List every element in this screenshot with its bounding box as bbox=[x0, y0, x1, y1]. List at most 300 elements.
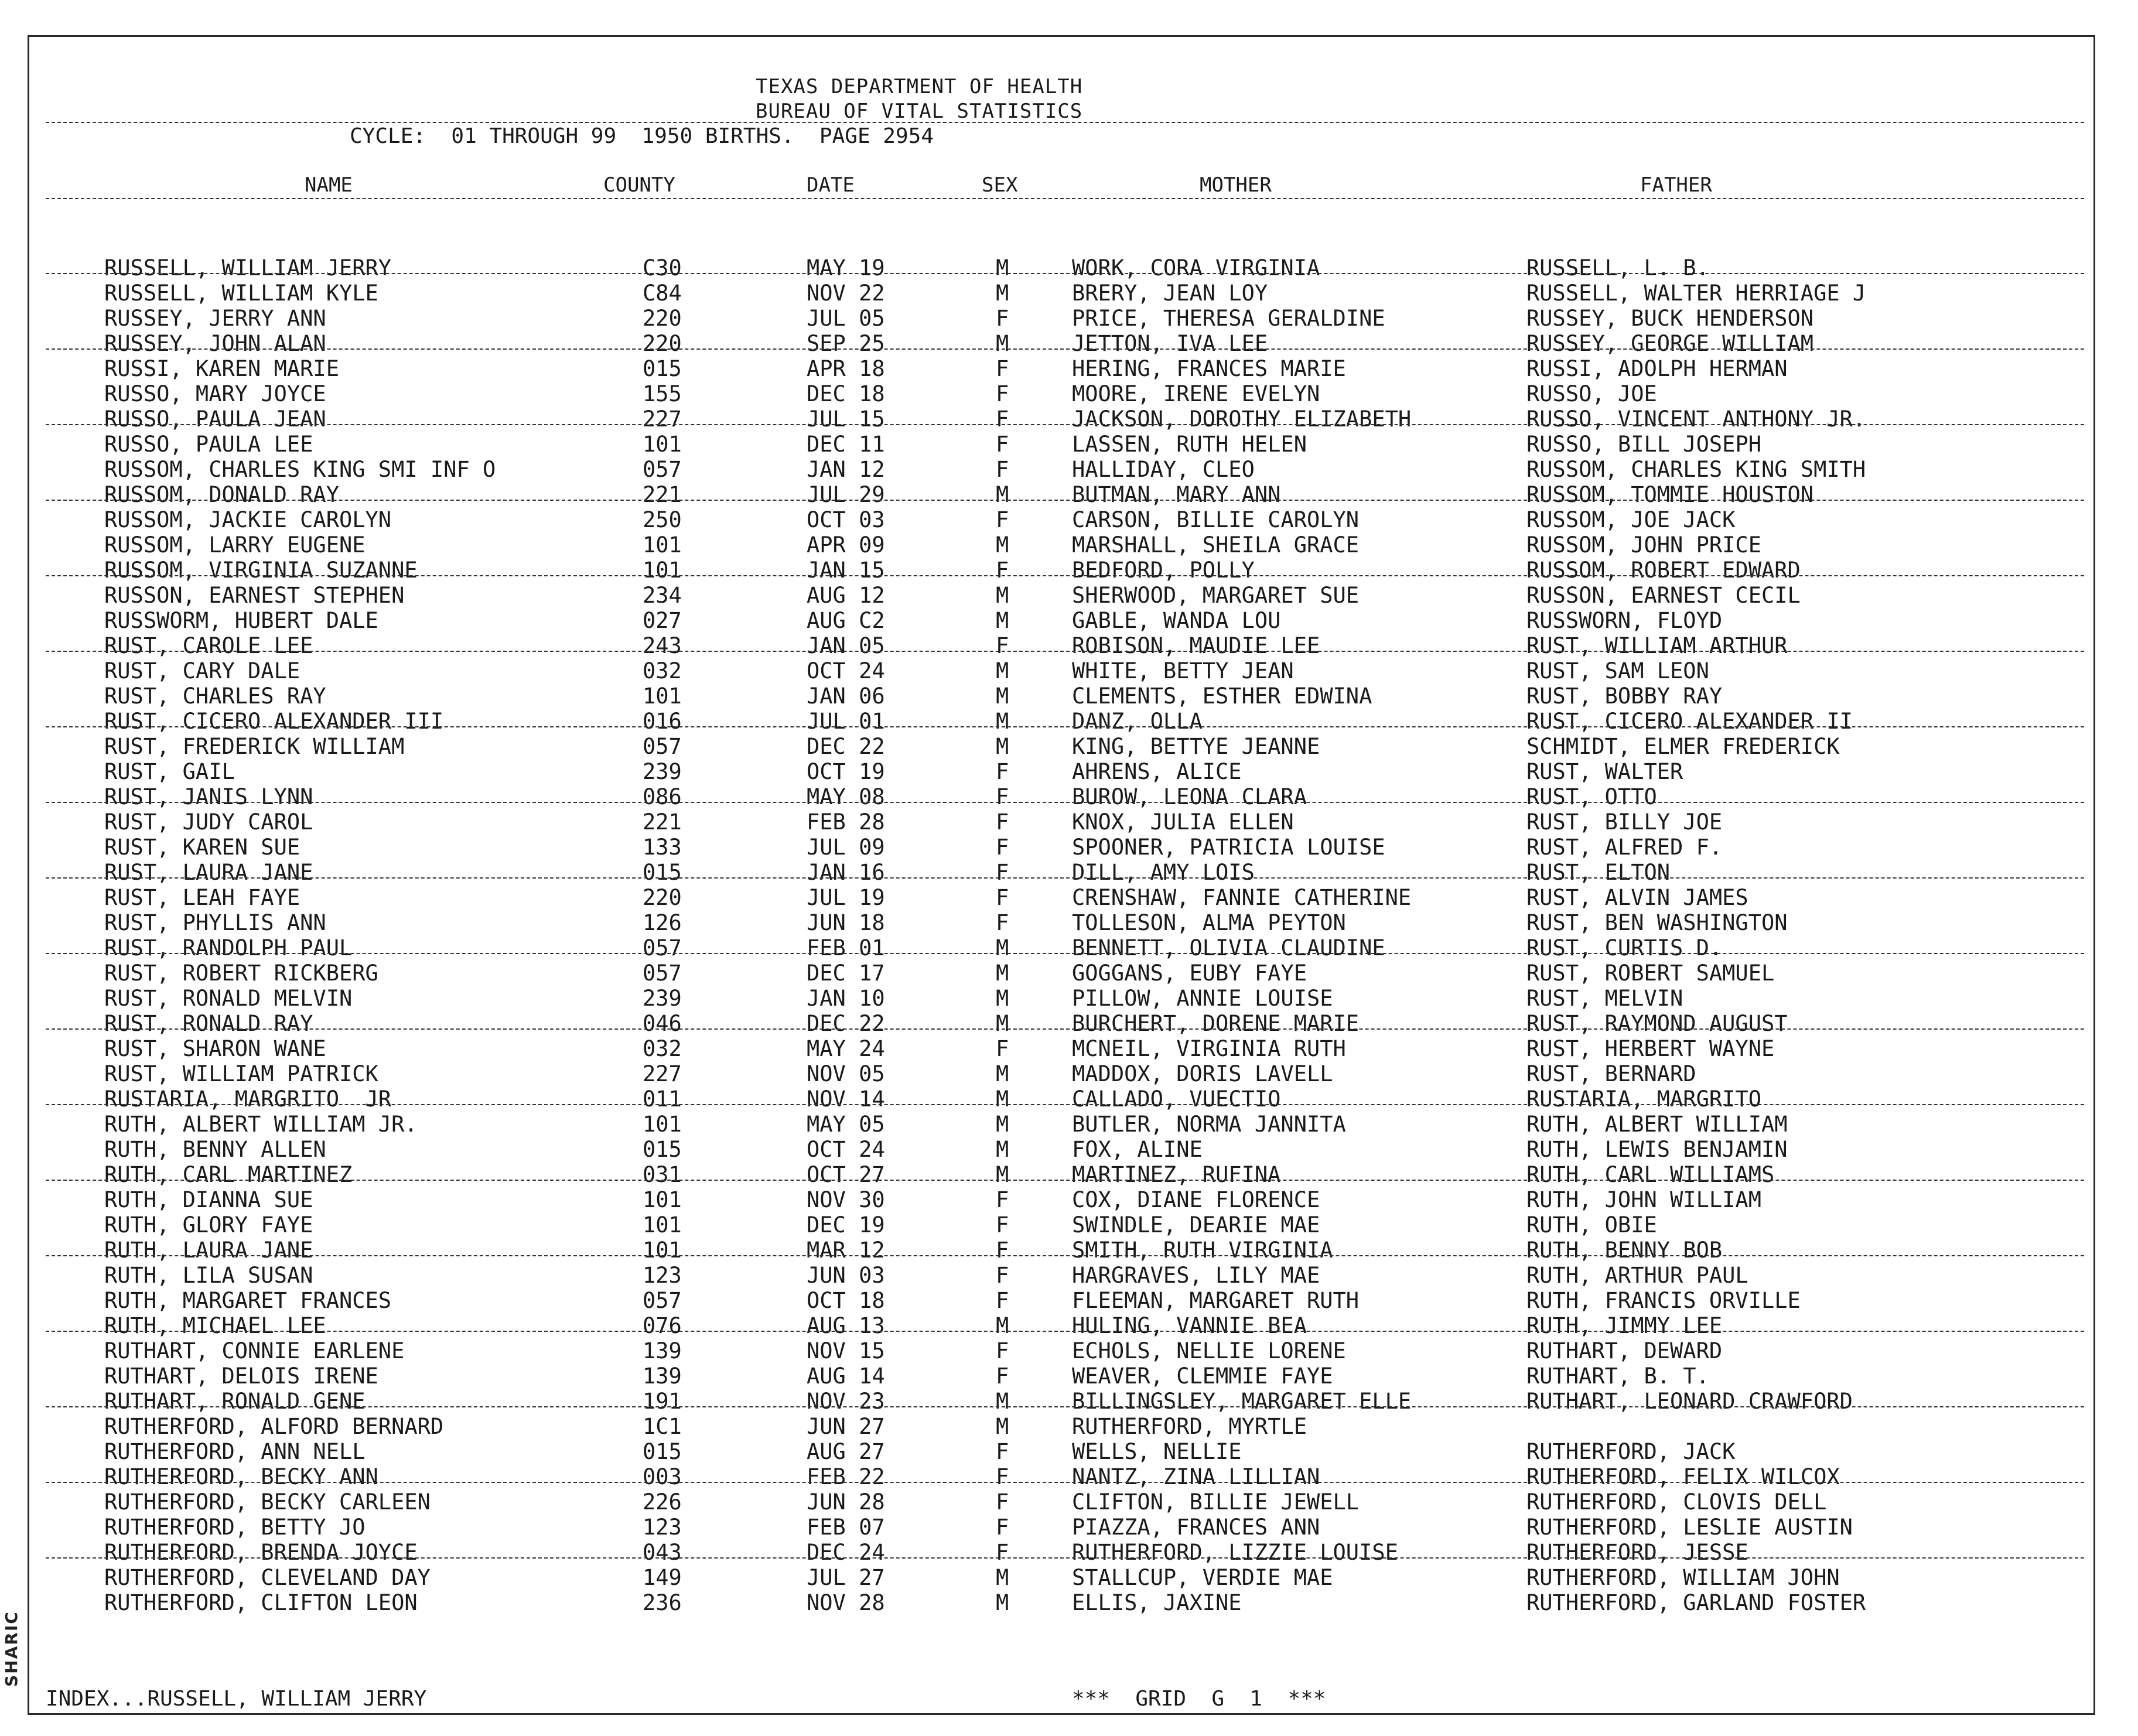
col-header-name: NAME bbox=[305, 173, 353, 197]
cell-father: RUSSO, VINCENT ANTHONY JR. bbox=[1526, 406, 1866, 432]
cell-father: RUTH, LEWIS BENJAMIN bbox=[1526, 1137, 1788, 1162]
cell-sex: F bbox=[996, 507, 1009, 532]
table-row bbox=[0, 835, 2138, 860]
cell-sex: F bbox=[996, 1489, 1009, 1515]
cell-sex: M bbox=[996, 658, 1009, 684]
cell-name: RUST, RONALD RAY bbox=[104, 1011, 313, 1036]
cell-county: 046 bbox=[643, 1011, 682, 1036]
table-row bbox=[0, 734, 2138, 759]
cell-father: RUSSO, JOE bbox=[1526, 381, 1657, 406]
table-row bbox=[0, 910, 2138, 935]
cell-sex: M bbox=[996, 1061, 1009, 1086]
cell-date: NOV 23 bbox=[807, 1389, 885, 1414]
cell-mother: BEDFORD, POLLY bbox=[1072, 558, 1255, 583]
cell-sex: F bbox=[996, 784, 1009, 809]
table-row bbox=[0, 1212, 2138, 1238]
cell-father: RUSSOM, ROBERT EDWARD bbox=[1526, 558, 1801, 583]
cell-mother: KING, BETTYE JEANNE bbox=[1072, 734, 1320, 759]
cell-father: RUTHART, B. T. bbox=[1526, 1363, 1709, 1389]
cell-county: 101 bbox=[643, 1187, 682, 1212]
cell-county: 101 bbox=[643, 532, 682, 558]
cell-name: RUTH, GLORY FAYE bbox=[104, 1212, 313, 1238]
table-row bbox=[0, 1489, 2138, 1515]
cell-father: RUTH, ALBERT WILLIAM bbox=[1526, 1112, 1788, 1137]
cell-mother: COX, DIANE FLORENCE bbox=[1072, 1187, 1320, 1212]
cell-mother: ECHOLS, NELLIE LORENE bbox=[1072, 1338, 1346, 1363]
cell-date: DEC 24 bbox=[807, 1540, 885, 1565]
cell-mother: NANTZ, ZINA LILLIAN bbox=[1072, 1464, 1320, 1489]
cell-county: 057 bbox=[643, 935, 682, 961]
cell-name: RUTH, LILA SUSAN bbox=[104, 1263, 313, 1288]
cell-father: RUST, CURTIS D. bbox=[1526, 935, 1723, 961]
cell-father: RUTH, FRANCIS ORVILLE bbox=[1526, 1288, 1801, 1313]
cell-father: RUST, BERNARD bbox=[1526, 1061, 1696, 1086]
cell-name: RUSSO, MARY JOYCE bbox=[104, 381, 326, 406]
cell-mother: MOORE, IRENE EVELYN bbox=[1072, 381, 1320, 406]
cell-county: 191 bbox=[643, 1389, 682, 1414]
cell-date: JAN 16 bbox=[807, 860, 885, 885]
cell-name: RUSSO, PAULA JEAN bbox=[104, 406, 326, 432]
cell-date: OCT 27 bbox=[807, 1162, 885, 1187]
cell-name: RUTH, LAURA JANE bbox=[104, 1238, 313, 1263]
cell-father: RUST, BEN WASHINGTON bbox=[1526, 910, 1788, 935]
cell-mother: DANZ, OLLA bbox=[1072, 709, 1203, 734]
cell-father: RUST, ALVIN JAMES bbox=[1526, 885, 1748, 910]
cell-date: DEC 19 bbox=[807, 1212, 885, 1238]
cell-name: RUST, LEAH FAYE bbox=[104, 885, 300, 910]
cell-date: FEB 01 bbox=[807, 935, 885, 961]
cell-date: JUN 18 bbox=[807, 910, 885, 935]
cell-sex: F bbox=[996, 633, 1009, 658]
cell-mother: LASSEN, RUTH HELEN bbox=[1072, 432, 1307, 457]
cell-sex: M bbox=[996, 255, 1009, 281]
cell-sex: F bbox=[996, 910, 1009, 935]
cell-sex: F bbox=[996, 356, 1009, 381]
table-row bbox=[0, 1389, 2138, 1414]
cell-county: 139 bbox=[643, 1363, 682, 1389]
cell-name: RUST, JANIS LYNN bbox=[104, 784, 313, 809]
cell-date: DEC 22 bbox=[807, 734, 885, 759]
cell-county: 015 bbox=[643, 356, 682, 381]
table-row bbox=[0, 1363, 2138, 1389]
cell-sex: F bbox=[996, 1288, 1009, 1313]
cell-father: RUTHERFORD, JESSE bbox=[1526, 1540, 1748, 1565]
table-row bbox=[0, 558, 2138, 583]
table-row bbox=[0, 1011, 2138, 1036]
table-row bbox=[0, 532, 2138, 558]
cell-county: 015 bbox=[643, 860, 682, 885]
cell-name: RUST, LAURA JANE bbox=[104, 860, 313, 885]
cell-mother: SWINDLE, DEARIE MAE bbox=[1072, 1212, 1320, 1238]
table-row bbox=[0, 381, 2138, 406]
cell-mother: WELLS, NELLIE bbox=[1072, 1439, 1242, 1464]
cell-mother: BUTLER, NORMA JANNITA bbox=[1072, 1112, 1346, 1137]
table-row bbox=[0, 1540, 2138, 1565]
col-header-date: DATE bbox=[807, 173, 855, 197]
cell-name: RUTHERFORD, BRENDA JOYCE bbox=[104, 1540, 418, 1565]
cell-father: RUTHART, DEWARD bbox=[1526, 1338, 1723, 1363]
cell-mother: SMITH, RUTH VIRGINIA bbox=[1072, 1238, 1333, 1263]
cell-sex: M bbox=[996, 331, 1009, 356]
cell-name: RUSSOM, DONALD RAY bbox=[104, 482, 339, 507]
cell-father: RUSSELL, L. B. bbox=[1526, 255, 1709, 281]
cell-sex: F bbox=[996, 1338, 1009, 1363]
cell-name: RUST, RONALD MELVIN bbox=[104, 986, 353, 1011]
cell-sex: M bbox=[996, 1313, 1009, 1338]
cell-father: SCHMIDT, ELMER FREDERICK bbox=[1526, 734, 1840, 759]
cell-name: RUST, PHYLLIS ANN bbox=[104, 910, 326, 935]
table-row bbox=[0, 457, 2138, 482]
cell-name: RUST, SHARON WANE bbox=[104, 1036, 326, 1061]
cell-sex: F bbox=[996, 1263, 1009, 1288]
cell-father: RUTHART, LEONARD CRAWFORD bbox=[1526, 1389, 1853, 1414]
table-row bbox=[0, 1036, 2138, 1061]
cell-mother: CLEMENTS, ESTHER EDWINA bbox=[1072, 684, 1372, 709]
cell-mother: RUTHERFORD, LIZZIE LOUISE bbox=[1072, 1540, 1398, 1565]
cell-father: RUST, MELVIN bbox=[1526, 986, 1683, 1011]
cell-name: RUTHERFORD, BETTY JO bbox=[104, 1515, 366, 1540]
cell-sex: M bbox=[996, 1112, 1009, 1137]
cell-name: RUSSOM, LARRY EUGENE bbox=[104, 532, 366, 558]
cell-father: RUTH, BENNY BOB bbox=[1526, 1238, 1723, 1263]
cell-county: 032 bbox=[643, 658, 682, 684]
cell-date: MAR 12 bbox=[807, 1238, 885, 1263]
cell-name: RUSSOM, JACKIE CAROLYN bbox=[104, 507, 392, 532]
cell-sex: M bbox=[996, 734, 1009, 759]
cell-name: RUTH, BENNY ALLEN bbox=[104, 1137, 326, 1162]
cell-sex: F bbox=[996, 1212, 1009, 1238]
table-row bbox=[0, 1263, 2138, 1288]
index-footer: INDEX...RUSSELL, WILLIAM JERRY bbox=[46, 1687, 427, 1711]
cell-date: NOV 15 bbox=[807, 1338, 885, 1363]
table-row bbox=[0, 482, 2138, 507]
cell-mother: CRENSHAW, FANNIE CATHERINE bbox=[1072, 885, 1412, 910]
cell-sex: F bbox=[996, 1363, 1009, 1389]
cell-mother: PRICE, THERESA GERALDINE bbox=[1072, 306, 1385, 331]
cell-father: RUSSO, BILL JOSEPH bbox=[1526, 432, 1761, 457]
cell-date: JUL 29 bbox=[807, 482, 885, 507]
cell-sex: M bbox=[996, 1137, 1009, 1162]
table-row bbox=[0, 608, 2138, 633]
cell-date: JUL 15 bbox=[807, 406, 885, 432]
cell-sex: F bbox=[996, 1464, 1009, 1489]
cell-father: RUST, CICERO ALEXANDER II bbox=[1526, 709, 1853, 734]
cell-name: RUST, GAIL bbox=[104, 759, 235, 784]
cell-county: 239 bbox=[643, 759, 682, 784]
cell-date: JAN 15 bbox=[807, 558, 885, 583]
cell-county: 057 bbox=[643, 457, 682, 482]
cell-father: RUTHERFORD, WILLIAM JOHN bbox=[1526, 1565, 1840, 1590]
table-row bbox=[0, 507, 2138, 532]
table-row bbox=[0, 281, 2138, 306]
cell-father: RUSTARIA, MARGRITO bbox=[1526, 1086, 1761, 1112]
cell-father: RUSSWORN, FLOYD bbox=[1526, 608, 1723, 633]
cell-date: OCT 19 bbox=[807, 759, 885, 784]
cell-county: 227 bbox=[643, 406, 682, 432]
records-list bbox=[0, 255, 2138, 1615]
table-row bbox=[0, 709, 2138, 734]
cell-mother: CLIFTON, BILLIE JEWELL bbox=[1072, 1489, 1360, 1515]
cell-date: JAN 10 bbox=[807, 986, 885, 1011]
table-row bbox=[0, 432, 2138, 457]
cell-father: RUST, WALTER bbox=[1526, 759, 1683, 784]
cell-sex: F bbox=[996, 1036, 1009, 1061]
cell-county: 220 bbox=[643, 885, 682, 910]
cell-county: 101 bbox=[643, 1112, 682, 1137]
cell-name: RUTHERFORD, CLEVELAND DAY bbox=[104, 1565, 431, 1590]
cell-county: C30 bbox=[643, 255, 682, 281]
cell-date: JUN 28 bbox=[807, 1489, 885, 1515]
table-row bbox=[0, 809, 2138, 835]
cell-county: 015 bbox=[643, 1137, 682, 1162]
cell-date: FEB 28 bbox=[807, 809, 885, 835]
cell-mother: STALLCUP, VERDIE MAE bbox=[1072, 1565, 1333, 1590]
table-row bbox=[0, 1238, 2138, 1263]
cell-name: RUSSO, PAULA LEE bbox=[104, 432, 313, 457]
cell-father: RUST, RAYMOND AUGUST bbox=[1526, 1011, 1788, 1036]
cell-county: 101 bbox=[643, 432, 682, 457]
col-header-father: FATHER bbox=[1640, 173, 1712, 197]
table-row bbox=[0, 860, 2138, 885]
cell-sex: M bbox=[996, 1162, 1009, 1187]
cell-father: RUSSEY, GEORGE WILLIAM bbox=[1526, 331, 1814, 356]
cell-father: RUST, ALFRED F. bbox=[1526, 835, 1723, 860]
cell-name: RUST, JUDY CAROL bbox=[104, 809, 313, 835]
cell-sex: M bbox=[996, 935, 1009, 961]
table-row bbox=[0, 1414, 2138, 1439]
cell-county: 221 bbox=[643, 809, 682, 835]
cell-date: DEC 18 bbox=[807, 381, 885, 406]
table-row bbox=[0, 1590, 2138, 1615]
cell-mother: MARTINEZ, RUFINA bbox=[1072, 1162, 1281, 1187]
cell-mother: AHRENS, ALICE bbox=[1072, 759, 1242, 784]
cell-sex: M bbox=[996, 1414, 1009, 1439]
cell-county: 015 bbox=[643, 1439, 682, 1464]
cell-county: 220 bbox=[643, 306, 682, 331]
cell-county: 101 bbox=[643, 1212, 682, 1238]
cell-name: RUTHART, DELOIS IRENE bbox=[104, 1363, 378, 1389]
cell-father: RUSSEY, BUCK HENDERSON bbox=[1526, 306, 1814, 331]
cell-county: 101 bbox=[643, 1238, 682, 1263]
cell-name: RUTH, CARL MARTINEZ bbox=[104, 1162, 353, 1187]
cell-date: AUG C2 bbox=[807, 608, 885, 633]
cell-father: RUTHERFORD, LESLIE AUSTIN bbox=[1526, 1515, 1853, 1540]
cell-mother: MADDOX, DORIS LAVELL bbox=[1072, 1061, 1333, 1086]
table-row bbox=[0, 1162, 2138, 1187]
cell-name: RUSTARIA, MARGRITO JR bbox=[104, 1086, 392, 1112]
cell-date: OCT 03 bbox=[807, 507, 885, 532]
cell-name: RUST, RANDOLPH PAUL bbox=[104, 935, 353, 961]
table-row bbox=[0, 1338, 2138, 1363]
cell-sex: M bbox=[996, 1086, 1009, 1112]
cell-name: RUTHERFORD, ANN NELL bbox=[104, 1439, 366, 1464]
cell-sex: F bbox=[996, 432, 1009, 457]
cell-date: JUL 05 bbox=[807, 306, 885, 331]
cell-sex: M bbox=[996, 1011, 1009, 1036]
cell-father: RUTHERFORD, CLOVIS DELL bbox=[1526, 1489, 1827, 1515]
cell-sex: F bbox=[996, 406, 1009, 432]
cell-sex: M bbox=[996, 986, 1009, 1011]
cell-date: SEP 25 bbox=[807, 331, 885, 356]
cell-sex: F bbox=[996, 1238, 1009, 1263]
cell-date: NOV 14 bbox=[807, 1086, 885, 1112]
cell-county: 126 bbox=[643, 910, 682, 935]
cell-county: 226 bbox=[643, 1489, 682, 1515]
cell-father: RUTH, JOHN WILLIAM bbox=[1526, 1187, 1761, 1212]
table-row bbox=[0, 935, 2138, 961]
cell-date: APR 18 bbox=[807, 356, 885, 381]
cell-mother: FOX, ALINE bbox=[1072, 1137, 1203, 1162]
table-row bbox=[0, 1565, 2138, 1590]
cell-date: MAY 08 bbox=[807, 784, 885, 809]
cell-father: RUST, WILLIAM ARTHUR bbox=[1526, 633, 1788, 658]
table-row bbox=[0, 784, 2138, 809]
cell-sex: M bbox=[996, 281, 1009, 306]
cell-date: JAN 05 bbox=[807, 633, 885, 658]
cell-name: RUTHERFORD, ALFORD BERNARD bbox=[104, 1414, 444, 1439]
cell-date: JUN 03 bbox=[807, 1263, 885, 1288]
table-row bbox=[0, 1464, 2138, 1489]
cell-mother: ELLIS, JAXINE bbox=[1072, 1590, 1242, 1615]
table-row bbox=[0, 356, 2138, 381]
cell-county: 032 bbox=[643, 1036, 682, 1061]
cell-date: JAN 12 bbox=[807, 457, 885, 482]
cell-date: AUG 27 bbox=[807, 1439, 885, 1464]
cell-date: NOV 05 bbox=[807, 1061, 885, 1086]
cell-county: 003 bbox=[643, 1464, 682, 1489]
cell-county: 076 bbox=[643, 1313, 682, 1338]
table-row bbox=[0, 759, 2138, 784]
cell-father: RUSSI, ADOLPH HERMAN bbox=[1526, 356, 1788, 381]
cell-mother: ROBISON, MAUDIE LEE bbox=[1072, 633, 1320, 658]
cell-father: RUSSOM, CHARLES KING SMITH bbox=[1526, 457, 1866, 482]
cell-name: RUST, CICERO ALEXANDER III bbox=[104, 709, 444, 734]
cell-mother: HALLIDAY, CLEO bbox=[1072, 457, 1255, 482]
cell-date: APR 09 bbox=[807, 532, 885, 558]
cell-name: RUSSON, EARNEST STEPHEN bbox=[104, 583, 405, 608]
cell-county: 227 bbox=[643, 1061, 682, 1086]
cell-county: 057 bbox=[643, 734, 682, 759]
cell-mother: TOLLESON, ALMA PEYTON bbox=[1072, 910, 1346, 935]
cell-date: JUN 27 bbox=[807, 1414, 885, 1439]
cell-county: 155 bbox=[643, 381, 682, 406]
cell-sex: M bbox=[996, 482, 1009, 507]
cell-sex: F bbox=[996, 457, 1009, 482]
cell-county: 011 bbox=[643, 1086, 682, 1112]
table-row bbox=[0, 583, 2138, 608]
col-header-mother: MOTHER bbox=[1200, 173, 1272, 197]
cell-mother: BRERY, JEAN LOY bbox=[1072, 281, 1268, 306]
cell-county: 016 bbox=[643, 709, 682, 734]
cell-name: RUSSELL, WILLIAM JERRY bbox=[104, 255, 392, 281]
cell-mother: RUTHERFORD, MYRTLE bbox=[1072, 1414, 1307, 1439]
cell-sex: F bbox=[996, 835, 1009, 860]
cell-county: C84 bbox=[643, 281, 682, 306]
cell-date: NOV 30 bbox=[807, 1187, 885, 1212]
cell-father: RUTHERFORD, GARLAND FOSTER bbox=[1526, 1590, 1866, 1615]
cell-father: RUTH, ARTHUR PAUL bbox=[1526, 1263, 1748, 1288]
cell-sex: F bbox=[996, 809, 1009, 835]
cell-mother: BILLINGSLEY, MARGARET ELLE bbox=[1072, 1389, 1412, 1414]
cell-father: RUST, ELTON bbox=[1526, 860, 1671, 885]
cell-mother: HULING, VANNIE BEA bbox=[1072, 1313, 1307, 1338]
table-row bbox=[0, 658, 2138, 684]
cell-county: 043 bbox=[643, 1540, 682, 1565]
cell-county: 1C1 bbox=[643, 1414, 682, 1439]
bureau-title: BUREAU OF VITAL STATISTICS bbox=[756, 100, 1083, 123]
grid-footer: *** GRID G 1 *** bbox=[1072, 1687, 1326, 1711]
cell-date: MAY 19 bbox=[807, 255, 885, 281]
column-header-rule bbox=[46, 198, 2084, 199]
cell-name: RUST, WILLIAM PATRICK bbox=[104, 1061, 378, 1086]
cell-name: RUST, CHARLES RAY bbox=[104, 684, 326, 709]
table-row bbox=[0, 1439, 2138, 1464]
cell-father: RUST, SAM LEON bbox=[1526, 658, 1709, 684]
cell-mother: PIAZZA, FRANCES ANN bbox=[1072, 1515, 1320, 1540]
cell-sex: M bbox=[996, 1565, 1009, 1590]
cell-mother: KNOX, JULIA ELLEN bbox=[1072, 809, 1294, 835]
cell-county: 234 bbox=[643, 583, 682, 608]
cell-mother: HARGRAVES, LILY MAE bbox=[1072, 1263, 1320, 1288]
table-row bbox=[0, 1086, 2138, 1112]
cell-date: FEB 07 bbox=[807, 1515, 885, 1540]
cell-sex: F bbox=[996, 1187, 1009, 1212]
cell-date: JUL 01 bbox=[807, 709, 885, 734]
table-row bbox=[0, 961, 2138, 986]
cell-county: 239 bbox=[643, 986, 682, 1011]
cell-sex: M bbox=[996, 961, 1009, 986]
cell-sex: M bbox=[996, 583, 1009, 608]
cell-date: FEB 22 bbox=[807, 1464, 885, 1489]
cell-county: 250 bbox=[643, 507, 682, 532]
cell-mother: JACKSON, DOROTHY ELIZABETH bbox=[1072, 406, 1412, 432]
cell-sex: F bbox=[996, 1439, 1009, 1464]
cell-date: AUG 12 bbox=[807, 583, 885, 608]
cell-sex: M bbox=[996, 1590, 1009, 1615]
cell-mother: JETTON, IVA LEE bbox=[1072, 331, 1268, 356]
cell-father: RUSSOM, TOMMIE HOUSTON bbox=[1526, 482, 1814, 507]
cell-father: RUSSOM, JOHN PRICE bbox=[1526, 532, 1761, 558]
cell-sex: F bbox=[996, 860, 1009, 885]
cell-mother: FLEEMAN, MARGARET RUTH bbox=[1072, 1288, 1360, 1313]
cell-father: RUTH, JIMMY LEE bbox=[1526, 1313, 1723, 1338]
cell-father: RUST, BILLY JOE bbox=[1526, 809, 1723, 835]
cell-county: 123 bbox=[643, 1263, 682, 1288]
cell-sex: F bbox=[996, 381, 1009, 406]
cell-mother: BUTMAN, MARY ANN bbox=[1072, 482, 1281, 507]
col-header-sex: SEX bbox=[982, 173, 1018, 197]
cell-mother: SPOONER, PATRICIA LOUISE bbox=[1072, 835, 1385, 860]
cell-sex: F bbox=[996, 759, 1009, 784]
cell-sex: F bbox=[996, 885, 1009, 910]
cell-county: 101 bbox=[643, 684, 682, 709]
table-row bbox=[0, 1515, 2138, 1540]
cell-mother: CARSON, BILLIE CAROLYN bbox=[1072, 507, 1360, 532]
cell-name: RUTHERFORD, CLIFTON LEON bbox=[104, 1590, 418, 1615]
cell-county: 133 bbox=[643, 835, 682, 860]
cell-name: RUTH, MICHAEL LEE bbox=[104, 1313, 326, 1338]
cell-father: RUST, OTTO bbox=[1526, 784, 1657, 809]
table-row bbox=[0, 331, 2138, 356]
cell-date: DEC 22 bbox=[807, 1011, 885, 1036]
cell-date: DEC 17 bbox=[807, 961, 885, 986]
cell-sex: F bbox=[996, 306, 1009, 331]
table-row bbox=[0, 255, 2138, 281]
cell-name: RUST, ROBERT RICKBERG bbox=[104, 961, 378, 986]
table-row bbox=[0, 1288, 2138, 1313]
cell-father: RUSSON, EARNEST CECIL bbox=[1526, 583, 1801, 608]
cell-date: NOV 22 bbox=[807, 281, 885, 306]
